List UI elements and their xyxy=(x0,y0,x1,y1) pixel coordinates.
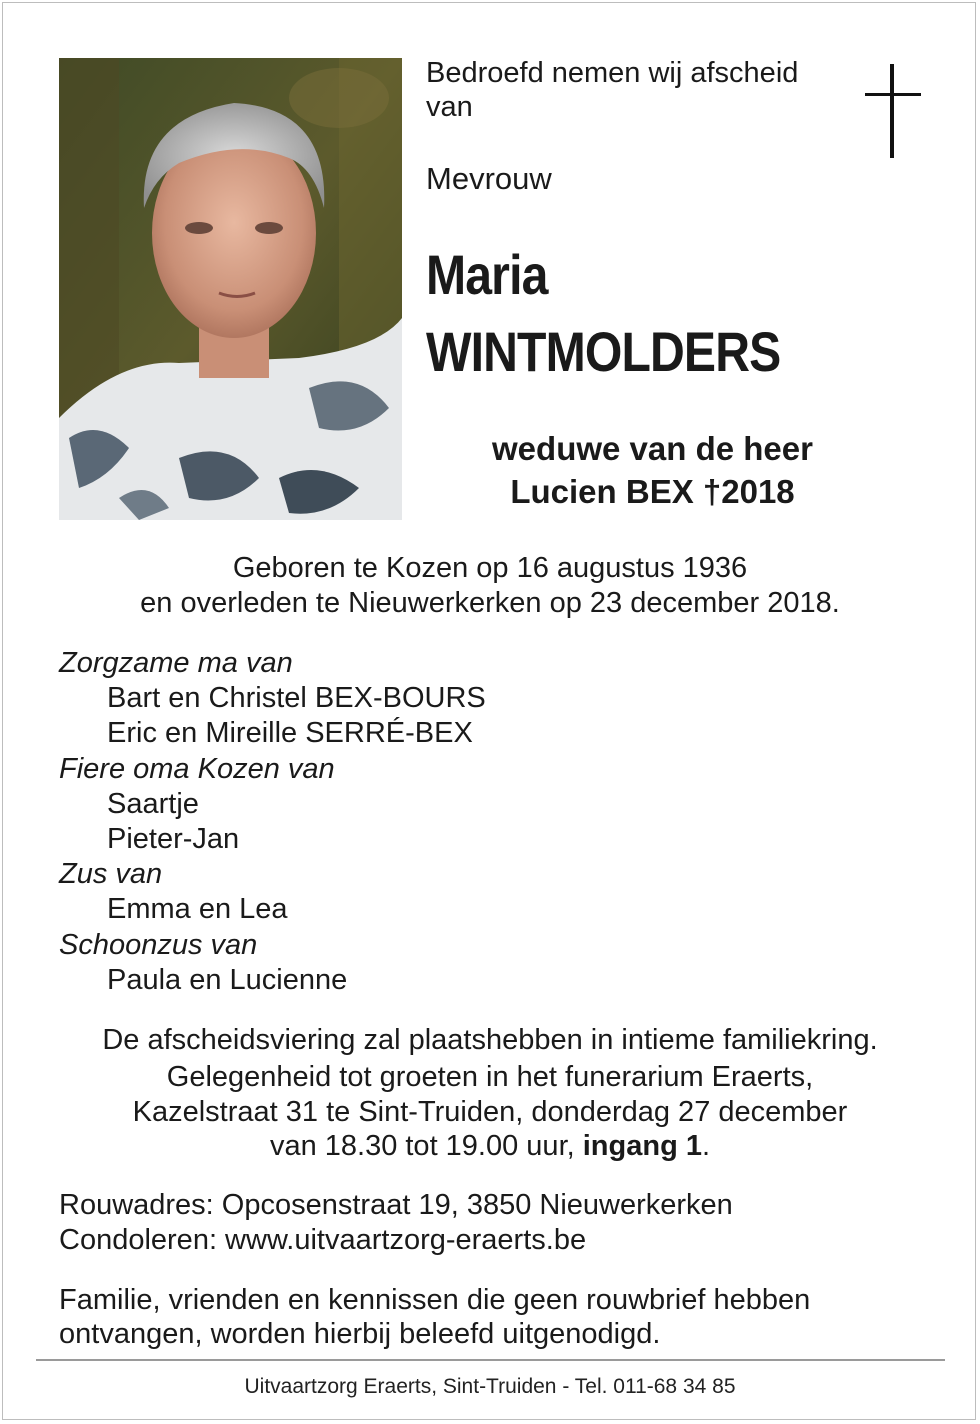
entrance-label: ingang 1 xyxy=(582,1130,702,1162)
family-member: Bart en Christel BEX-BOURS xyxy=(107,682,486,715)
condolences-link[interactable]: Condoleren: www.uitvaartzorg-eraerts.be xyxy=(59,1224,587,1256)
intro-text: Bedroefd nemen wij afscheid van xyxy=(426,57,799,123)
ceremony-line-1: De afscheidsviering zal plaatshebben in intieme familiekring. xyxy=(102,1024,878,1056)
ceremony-line-3: Kazelstraat 31 te Sint-Truiden, donderdag 27 december xyxy=(132,1096,848,1128)
family-list xyxy=(59,646,486,998)
death-line: en overleden te Nieuwerkerken op 23 december 2018. xyxy=(140,587,840,619)
family-role: Schoonzus van xyxy=(59,928,258,961)
family-member: Paula en Lucienne xyxy=(107,963,348,996)
footer-divider xyxy=(36,1359,945,1361)
latin-cross-icon xyxy=(865,64,921,158)
birth-line: Geboren te Kozen op 16 augustus 1936 xyxy=(232,552,748,584)
salutation: Mevrouw xyxy=(426,161,552,196)
family-role: Zus van xyxy=(59,858,163,891)
widow-line-2: Lucien BEX †2018 xyxy=(510,473,795,510)
funeral-home-footer: Uitvaartzorg Eraerts, Sint-Truiden - Tel. 011-68 34 85 xyxy=(244,1375,736,1398)
family-member: Emma en Lea xyxy=(107,893,288,926)
ceremony-line-4 xyxy=(0,1129,980,1164)
invitation-line-2: ontvangen, worden hierbij beleefd uitgenodigd. xyxy=(59,1318,661,1350)
family-role: Fiere oma Kozen van xyxy=(59,752,335,785)
ceremony-period: . xyxy=(701,1130,711,1162)
widow-line-1: weduwe van de heer xyxy=(492,430,813,467)
family-member: Eric en Mireille SERRÉ-BEX xyxy=(107,717,473,750)
portrait-photo xyxy=(59,58,402,520)
ceremony-line-2: Gelegenheid tot groeten in het funerarium Eraerts, xyxy=(166,1061,814,1093)
visiting-hours: van 18.30 tot 19.00 uur, xyxy=(269,1130,583,1162)
invitation-line-1: Familie, vrienden en kennissen die geen rouwbrief hebben xyxy=(59,1284,811,1316)
deceased-last-name: WINTMOLDERS xyxy=(426,320,781,383)
mourning-address: Rouwadres: Opcosenstraat 19, 3850 Nieuwerkerken xyxy=(59,1189,733,1221)
family-role: Zorgzame ma van xyxy=(59,647,293,679)
family-member: Saartje xyxy=(107,787,199,820)
deceased-first-name: Maria xyxy=(426,243,548,306)
family-member: Pieter-Jan xyxy=(107,823,240,856)
